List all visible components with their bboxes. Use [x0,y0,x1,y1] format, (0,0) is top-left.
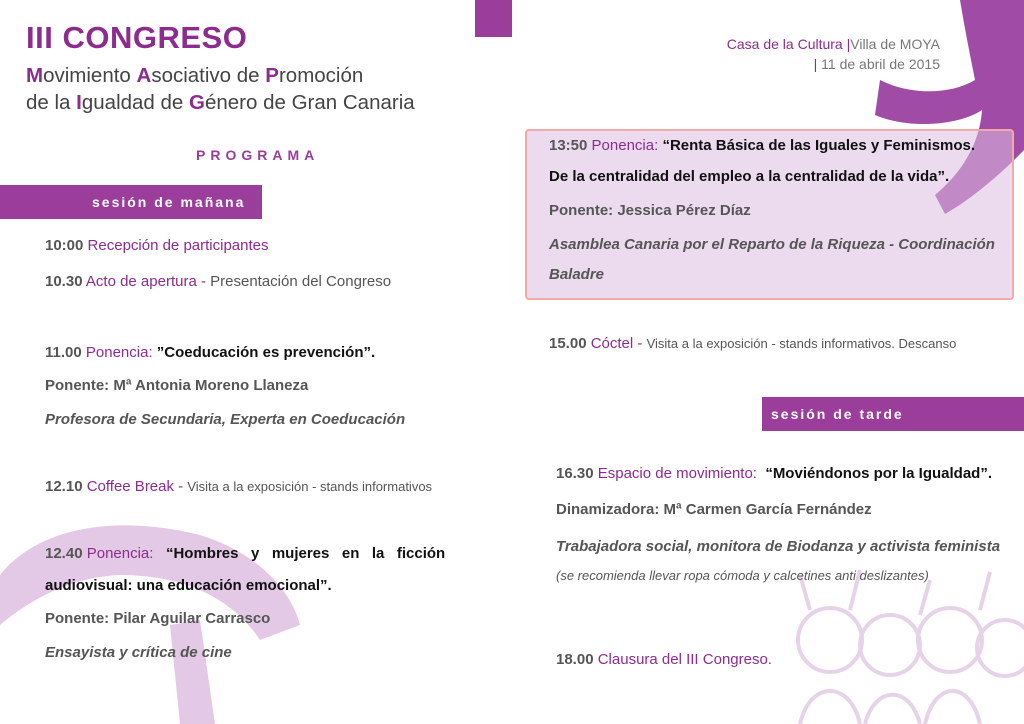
agenda-item: 15.00 Cóctel - Visita a la exposición - stands informativos. Descanso [549,335,957,352]
speaker: Ponente: Pilar Aguilar Carrasco [45,610,271,627]
afternoon-session-bar: sesión de tarde [762,397,1024,431]
note: (se recomienda llevar ropa cómoda y calcetines anti deslizantes) [556,568,929,583]
speaker: Ponente: Mª Antonia Moreno Llaneza [45,377,309,394]
speaker-role: Baladre [549,266,605,283]
speaker: Dinamizadora: Mª Carmen García Fernández [556,501,872,518]
agenda-item: 12.40 Ponencia: “Hombres y mujeres en la ficción [45,545,446,562]
talk-title: De la centralidad del empleo a la centralidad de la vida”. [549,168,950,185]
congress-title: III CONGRESO [26,20,248,55]
agenda-item: 11.00 Ponencia: ”Coeducación es prevención”. [45,344,376,361]
congress-subtitle [26,62,415,116]
agenda-item: 12.10 Coffee Break - Visita a la exposición - stands informativos [45,478,433,495]
decorative-square [475,0,512,37]
program-heading: PROGRAMA [196,147,320,163]
agenda-item: 16.30 Espacio de movimiento: “Moviéndonos por la Igualdad”. [556,465,992,482]
speaker-role: Profesora de Secundaria, Experta en Coeducación [45,411,406,428]
agenda-item: 13:50 Ponencia: “Renta Básica de las Iguales y Feminismos. [549,137,976,154]
people-drawing-icon [790,570,1024,724]
venue-info: Casa de la Cultura |Villa de MOYA | 11 de abril de 2015 [726,36,940,72]
subtitle-line-2: de la Igualdad de Género de Gran Canaria [26,91,415,114]
talk-title: audiovisual: una educación emocional”. [45,577,332,594]
morning-session-bar: sesión de mañana [0,185,262,219]
speaker-role: Ensayista y crítica de cine [45,644,232,661]
agenda-item: 10:00 Recepción de participantes [45,237,269,254]
agenda-item: 18.00 Clausura del III Congreso. [556,651,772,668]
speaker: Ponente: Jessica Pérez Díaz [549,202,751,219]
speaker-role: Trabajadora social, monitora de Biodanza y activista feminista [556,538,1001,555]
speaker-role: Asamblea Canaria por el Reparto de la Riqueza - Coordinación [549,236,995,253]
subtitle-line-1: Movimiento Asociativo de Promoción [26,64,364,87]
agenda-item: 10.30 Acto de apertura - Presentación del Congreso [45,273,392,290]
